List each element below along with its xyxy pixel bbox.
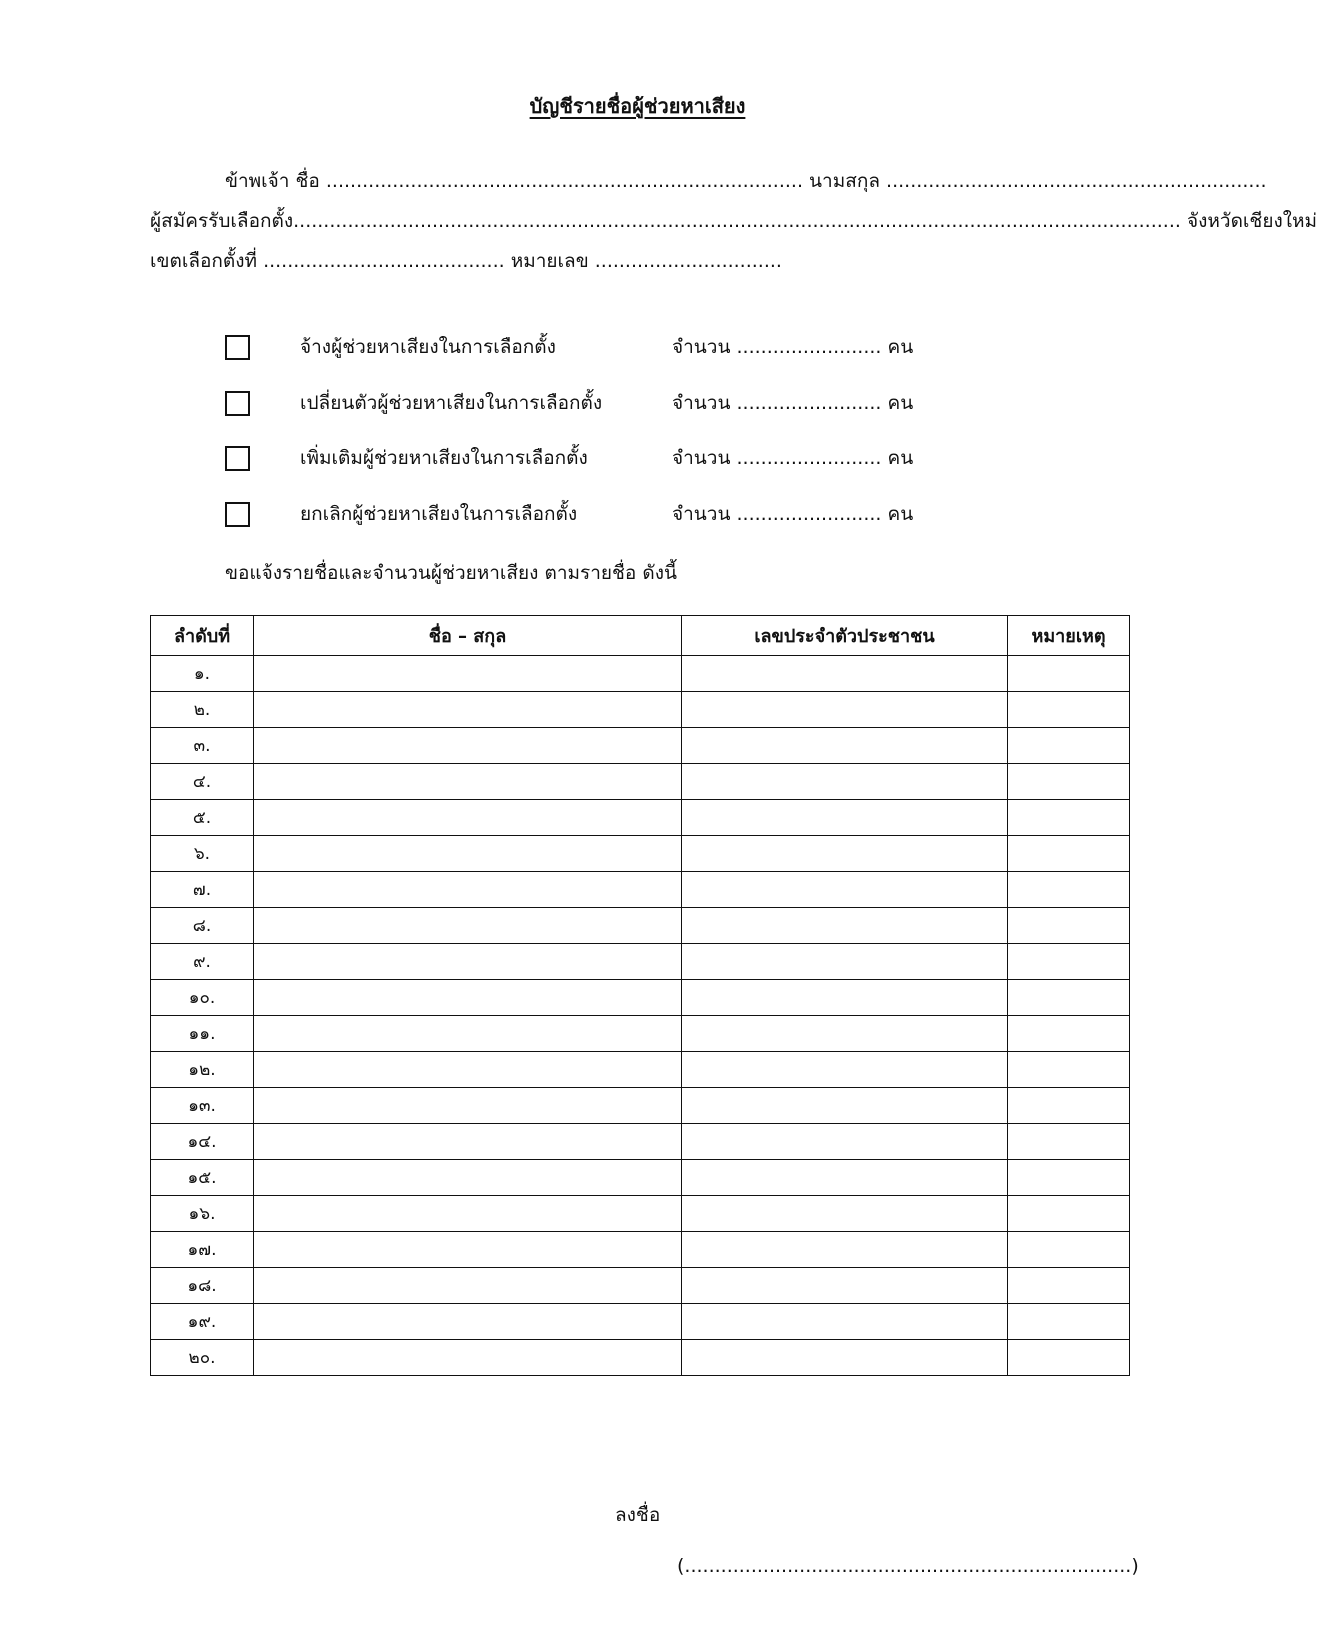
cancel-checkbox[interactable] — [225, 502, 250, 527]
note-cell[interactable] — [1008, 1340, 1130, 1376]
row-number: ๔. — [151, 764, 254, 800]
row-number: ๑๐. — [151, 980, 254, 1016]
table-row — [151, 764, 1130, 800]
id-number-cell[interactable] — [682, 800, 1008, 836]
row-number: ๒. — [151, 692, 254, 728]
note-cell[interactable] — [1008, 1232, 1130, 1268]
header-note: หมายเหตุ — [1008, 616, 1130, 656]
id-number-cell[interactable] — [682, 1340, 1008, 1376]
name-cell[interactable] — [254, 1052, 682, 1088]
applicant-name-line — [225, 168, 1267, 194]
note-cell[interactable] — [1008, 764, 1130, 800]
note-cell[interactable] — [1008, 1088, 1130, 1124]
table-row — [151, 1160, 1130, 1196]
signature-name-field[interactable]: (..........................................................................) — [677, 1555, 1139, 1577]
id-number-cell[interactable] — [682, 1196, 1008, 1232]
option-count — [672, 500, 913, 528]
candidate-line — [150, 208, 1317, 234]
row-number: ๘. — [151, 908, 254, 944]
name-cell[interactable] — [254, 1088, 682, 1124]
id-number-cell[interactable] — [682, 656, 1008, 692]
row-number: ๑๕. — [151, 1160, 254, 1196]
id-number-cell[interactable] — [682, 1304, 1008, 1340]
option-label: ยกเลิกผู้ช่วยหาเสียงในการเลือกตั้ง — [300, 503, 578, 525]
option-count — [672, 444, 913, 472]
name-cell[interactable] — [254, 980, 682, 1016]
applicant-label: ข้าพเจ้า ชื่อ — [225, 170, 320, 192]
table-row — [151, 1268, 1130, 1304]
table-row — [151, 980, 1130, 1016]
row-number: ๑๓. — [151, 1088, 254, 1124]
row-number: ๙. — [151, 944, 254, 980]
id-number-cell[interactable] — [682, 1052, 1008, 1088]
table-row — [151, 1088, 1130, 1124]
table-row — [151, 728, 1130, 764]
option-label: เปลี่ยนตัวผู้ช่วยหาเสียงในการเลือกตั้ง — [300, 392, 603, 414]
row-number: ๗. — [151, 872, 254, 908]
name-cell[interactable] — [254, 692, 682, 728]
signature-label: ลงชื่อ — [615, 1504, 661, 1526]
row-number: ๑๗. — [151, 1232, 254, 1268]
id-number-cell[interactable] — [682, 1088, 1008, 1124]
row-number: ๑๘. — [151, 1268, 254, 1304]
table-row — [151, 692, 1130, 728]
name-cell[interactable] — [254, 872, 682, 908]
name-cell[interactable] — [254, 944, 682, 980]
district-label: เขตเลือกตั้งที่ — [150, 250, 258, 272]
option-label: เพิ่มเติมผู้ช่วยหาเสียงในการเลือกตั้ง — [300, 447, 588, 469]
table-header-row — [151, 616, 1130, 656]
note-cell[interactable] — [1008, 836, 1130, 872]
table-row — [151, 800, 1130, 836]
id-number-cell[interactable] — [682, 980, 1008, 1016]
row-number: ๑๙. — [151, 1304, 254, 1340]
assistant-table — [150, 615, 1130, 1376]
row-number: ๑๖. — [151, 1196, 254, 1232]
name-cell[interactable] — [254, 1232, 682, 1268]
district-line — [150, 248, 782, 274]
name-cell[interactable] — [254, 1196, 682, 1232]
note-cell[interactable] — [1008, 1124, 1130, 1160]
header-id-number: เลขประจำตัวประชาชน — [682, 616, 1008, 656]
note-cell[interactable] — [1008, 1268, 1130, 1304]
unit-label: คน — [887, 336, 914, 358]
candidate-field[interactable]: ................................................................................................................................................... — [293, 210, 1181, 232]
table-row — [151, 656, 1130, 692]
surname-label: นามสกุล — [809, 170, 880, 192]
id-number-cell[interactable] — [682, 1016, 1008, 1052]
surname-field[interactable]: ............................................................... — [886, 170, 1267, 192]
intro-text: ขอแจ้งรายชื่อและจำนวนผู้ช่วยหาเสียง ตามรายชื่อ ดังนี้ — [225, 562, 677, 584]
table-row — [151, 1304, 1130, 1340]
name-cell[interactable] — [254, 656, 682, 692]
table-row — [151, 1232, 1130, 1268]
note-cell[interactable] — [1008, 1052, 1130, 1088]
id-number-cell[interactable] — [682, 1160, 1008, 1196]
row-number: ๒๐. — [151, 1340, 254, 1376]
name-cell[interactable] — [254, 1340, 682, 1376]
name-cell[interactable] — [254, 1016, 682, 1052]
id-number-cell[interactable] — [682, 908, 1008, 944]
row-number: ๖. — [151, 836, 254, 872]
name-cell[interactable] — [254, 1160, 682, 1196]
id-number-cell[interactable] — [682, 1232, 1008, 1268]
count-field[interactable]: ........................ — [736, 503, 882, 525]
name-cell[interactable] — [254, 1304, 682, 1340]
note-cell[interactable] — [1008, 872, 1130, 908]
note-cell[interactable] — [1008, 1016, 1130, 1052]
table-row — [151, 1016, 1130, 1052]
count-label: จำนวน — [672, 336, 731, 358]
row-number: ๑๒. — [151, 1052, 254, 1088]
note-cell[interactable] — [1008, 1304, 1130, 1340]
id-number-cell[interactable] — [682, 872, 1008, 908]
number-label: หมายเลข — [510, 250, 589, 272]
unit-label: คน — [887, 503, 914, 525]
note-cell[interactable] — [1008, 656, 1130, 692]
table-row — [151, 1340, 1130, 1376]
header-name: ชื่อ – สกุล — [254, 616, 682, 656]
note-cell[interactable] — [1008, 908, 1130, 944]
option-count — [672, 389, 913, 417]
district-field[interactable]: ........................................ — [263, 250, 505, 272]
count-field[interactable]: ........................ — [736, 392, 882, 414]
table-row — [151, 944, 1130, 980]
table-row — [151, 872, 1130, 908]
count-label: จำนวน — [672, 503, 731, 525]
id-number-cell[interactable] — [682, 1124, 1008, 1160]
option-count — [672, 333, 913, 361]
row-number: ๑๑. — [151, 1016, 254, 1052]
form-title: บัญชีรายชื่อผู้ช่วยหาเสียง — [529, 94, 746, 118]
note-cell[interactable] — [1008, 800, 1130, 836]
candidate-label: ผู้สมัครรับเลือกตั้ง — [150, 210, 294, 232]
table-body — [151, 656, 1130, 1376]
table-row — [151, 1196, 1130, 1232]
row-number: ๑๔. — [151, 1124, 254, 1160]
replace-checkbox[interactable] — [225, 391, 250, 416]
header-order: ลำดับที่ — [151, 616, 254, 656]
note-cell[interactable] — [1008, 1196, 1130, 1232]
table-row — [151, 836, 1130, 872]
unit-label: คน — [887, 392, 914, 414]
name-cell[interactable] — [254, 908, 682, 944]
unit-label: คน — [887, 447, 914, 469]
add-checkbox[interactable] — [225, 446, 250, 471]
id-number-cell[interactable] — [682, 1268, 1008, 1304]
count-field[interactable]: ........................ — [736, 336, 882, 358]
row-number: ๓. — [151, 728, 254, 764]
hire-checkbox[interactable] — [225, 335, 250, 360]
note-cell[interactable] — [1008, 692, 1130, 728]
table-row — [151, 1124, 1130, 1160]
name-cell[interactable] — [254, 836, 682, 872]
note-cell[interactable] — [1008, 1160, 1130, 1196]
option-label: จ้างผู้ช่วยหาเสียงในการเลือกตั้ง — [300, 336, 556, 358]
province-label: จังหวัดเชียงใหม่ — [1186, 210, 1317, 232]
id-number-cell[interactable] — [682, 764, 1008, 800]
name-cell[interactable] — [254, 728, 682, 764]
first-name-field[interactable]: ............................................................................... — [325, 170, 803, 192]
name-cell[interactable] — [254, 1124, 682, 1160]
id-number-cell[interactable] — [682, 836, 1008, 872]
note-cell[interactable] — [1008, 980, 1130, 1016]
name-cell[interactable] — [254, 800, 682, 836]
count-label: จำนวน — [672, 392, 731, 414]
id-number-cell[interactable] — [682, 692, 1008, 728]
table-row — [151, 908, 1130, 944]
row-number: ๕. — [151, 800, 254, 836]
note-cell[interactable] — [1008, 728, 1130, 764]
table-row — [151, 1052, 1130, 1088]
id-number-cell[interactable] — [682, 728, 1008, 764]
name-cell[interactable] — [254, 1268, 682, 1304]
note-cell[interactable] — [1008, 944, 1130, 980]
row-number: ๑. — [151, 656, 254, 692]
id-number-cell[interactable] — [682, 944, 1008, 980]
number-field[interactable]: ............................... — [594, 250, 782, 272]
count-label: จำนวน — [672, 447, 731, 469]
name-cell[interactable] — [254, 764, 682, 800]
count-field[interactable]: ........................ — [736, 447, 882, 469]
